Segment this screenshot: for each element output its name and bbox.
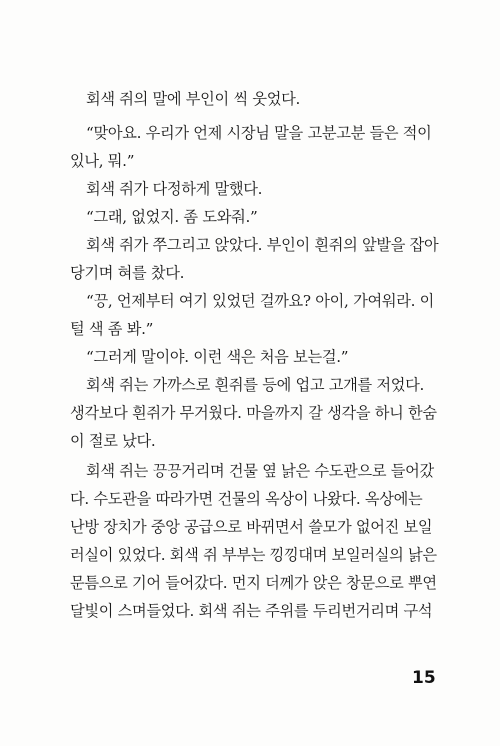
text-line: “끙, 언제부터 여기 있었던 걸까요? 아이, 가여워라. 이 xyxy=(86,292,435,310)
text-line: 있나, 뭐.” xyxy=(70,152,135,170)
text-line: 문틈으로 기어 들어갔다. 먼지 더께가 앉은 창문으로 뿌연 xyxy=(70,574,437,592)
text-line: 회색 쥐는 끙끙거리며 건물 옆 낡은 수도관으로 들어갔 xyxy=(86,462,434,480)
text-line: 회색 쥐가 쭈그리고 앉았다. 부인이 흰쥐의 앞발을 잡아 xyxy=(86,236,439,254)
text-line: 난방 장치가 중앙 공급으로 바뀌면서 쓸모가 없어진 보일 xyxy=(70,518,433,536)
text-line: 생각보다 흰쥐가 무거웠다. 마을까지 갈 생각을 하니 한숨 xyxy=(70,404,437,422)
text-line: “맞아요. 우리가 언제 시장님 말을 고분고분 들은 적이 xyxy=(86,124,432,142)
text-line: 회색 쥐는 가까스로 흰쥐를 등에 업고 고개를 저었다. xyxy=(86,376,425,394)
text-line: “그러게 말이야. 이런 색은 처음 보는걸.” xyxy=(86,348,349,366)
text-line: 회색 쥐가 다정하게 말했다. xyxy=(86,180,263,198)
text-line: 이 절로 났다. xyxy=(70,432,156,450)
text-line: 회색 쥐의 말에 부인이 씩 웃었다. xyxy=(86,90,300,108)
text-line: “그래, 없었지. 좀 도와줘.” xyxy=(86,208,258,226)
text-line: 러실이 있었다. 회색 쥐 부부는 낑낑대며 보일러실의 낡은 xyxy=(70,546,437,564)
text-line: 털 색 좀 봐.” xyxy=(70,320,154,338)
text-line: 달빛이 스며들었다. 회색 쥐는 주위를 두리번거리며 구석 xyxy=(70,602,433,620)
page-number: 15 xyxy=(412,668,436,688)
text-line: 당기며 혀를 찼다. xyxy=(70,264,185,282)
text-line: 다. 수도관을 따라가면 건물의 옥상이 나왔다. 옥상에는 xyxy=(70,490,423,508)
